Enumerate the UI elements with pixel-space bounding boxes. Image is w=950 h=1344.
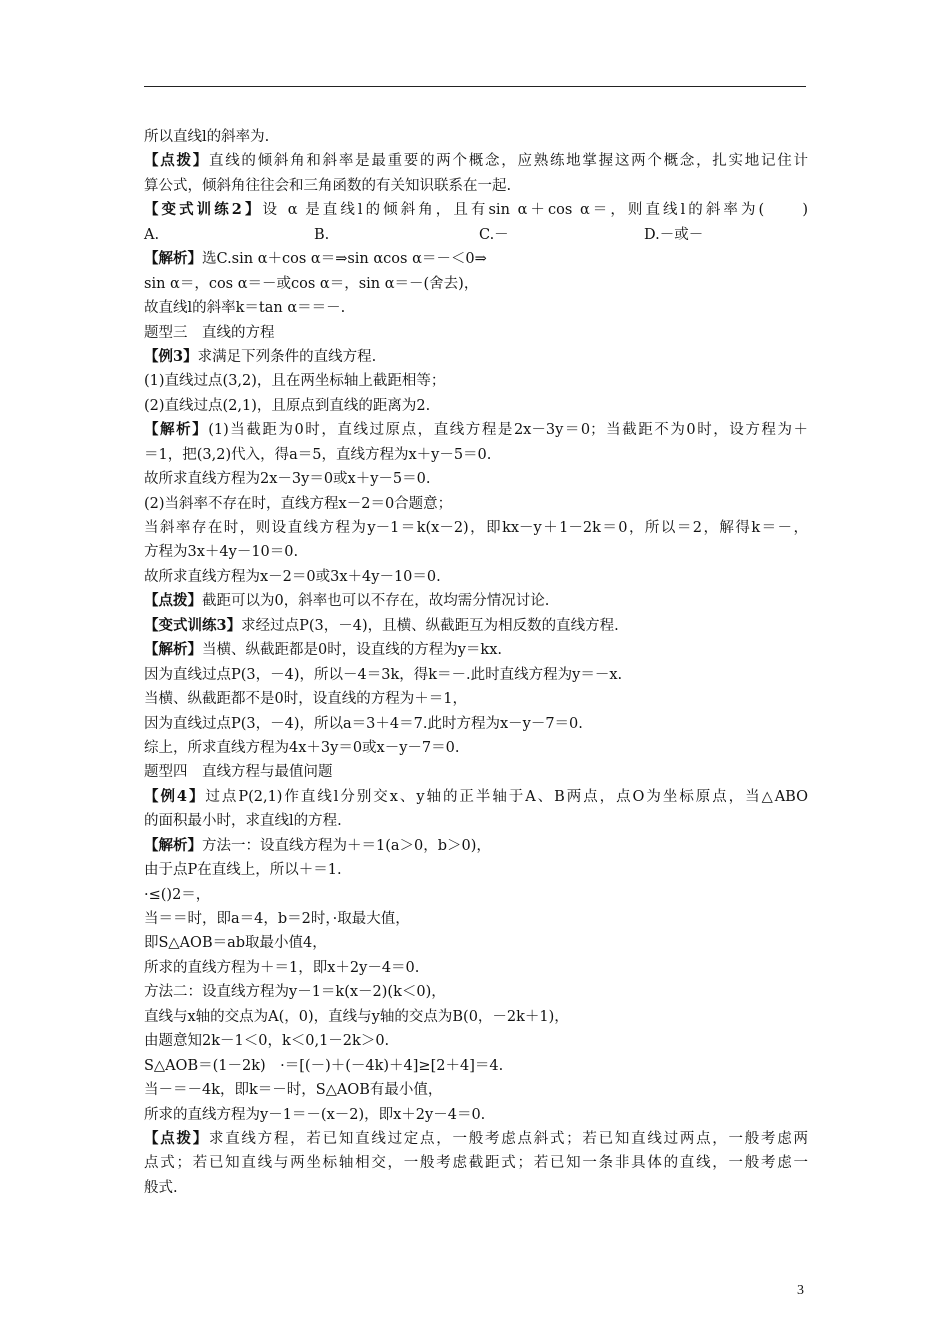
text-line: 由题意知2k－1＜0，k＜0,1－2k＞0. (144, 1033, 390, 1050)
label-tag: 【变式训练3】 (144, 616, 242, 634)
section-heading: 题型三 直线的方程 (144, 324, 275, 341)
page-number: 3 (797, 1283, 804, 1298)
page-content (144, 125, 808, 1200)
text-line: S△AOB＝(1－2k) ·＝[(－)＋(－4k)＋4]≥[2＋4]＝4. (144, 1057, 504, 1074)
text-line: 方法二：设直线方程为y－1＝k(x－2)(k＜0)， (144, 984, 446, 1001)
text-line: 【变式训练2】设 α 是直线l的倾斜角，且有sin α＋cos α＝，则直线l的斜率为( ) (144, 201, 809, 219)
option-b: B. (314, 226, 330, 243)
text-line: 即S△AOB＝ab取最小值4， (144, 935, 327, 952)
text-line: 【解析】选C.sin α＋cos α＝⇒sin αcos α＝－＜0⇒ (144, 250, 487, 268)
label-tag: 【解析】 (144, 421, 209, 439)
text-line: 因为直线过点P(3，－4)，所以a＝3＋4＝7.此时方程为x－y－7＝0. (144, 715, 583, 732)
text-line: 的面积最小时，求直线l的方程. (144, 813, 342, 830)
text-line: 【解析】当横、纵截距都是0时，设直线的方程为y＝kx. (144, 641, 502, 659)
label-tag: 【解析】 (144, 250, 202, 268)
text-line: 【解析】(1)当截距为0时，直线过原点，直线方程是2x－3y＝0；当截距不为0时，设方程为＋ (144, 421, 808, 439)
text-line: (2)当斜率不存在时，直线方程x－2＝0合题意； (144, 495, 453, 512)
text-line: 算公式，倾斜角往往会和三角函数的有关知识联系在一起. (144, 177, 512, 194)
answer-options (144, 223, 808, 247)
text-line: 【点拨】直线的倾斜角和斜率是最重要的两个概念，应熟练地掌握这两个概念，扎实地记住计 (144, 152, 808, 170)
text-line: 【变式训练3】求经过点P(3，－4)，且横、纵截距互为相反数的直线方程. (144, 616, 619, 634)
text-line: 由于点P在直线上，所以＋＝1. (144, 862, 342, 879)
option-c: C.－ (479, 226, 509, 243)
text-line: ·≤()2＝， (144, 886, 211, 903)
text-line: 故所求直线方程为x－2＝0或3x＋4y－10＝0. (144, 568, 441, 585)
option-a: A. (144, 226, 160, 243)
label-tag: 【例4】 (144, 787, 206, 805)
text-line: 直线与x轴的交点为A(，0)，直线与y轴的交点为B(0，－2k＋1)， (144, 1008, 569, 1025)
text-line: 当＝＝时，即a＝4，b＝2时，·取最大值， (144, 911, 410, 927)
label-tag: 【解析】 (144, 836, 202, 854)
label-tag: 【点拨】 (144, 592, 202, 610)
label-tag: 【点拨】 (144, 1129, 209, 1147)
label-tag: 【变式训练2】 (144, 201, 263, 219)
text-line: 当－＝－4k，即k＝－时，S△AOB有最小值， (144, 1082, 443, 1099)
text-line: 故直线l的斜率k＝tan α＝＝－. (144, 300, 346, 317)
text-line: 综上，所求直线方程为4x＋3y＝0或x－y－7＝0. (144, 739, 460, 756)
header-rule (144, 86, 806, 87)
text-line: 方程为3x＋4y－10＝0. (144, 544, 299, 561)
label-tag: 【例3】 (144, 347, 198, 365)
text-line: 所求的直线方程为y－1＝－(x－2)，即x＋2y－4＝0. (144, 1106, 486, 1123)
text-line: 所以直线l的斜率为. (144, 129, 270, 145)
text-line: 因为直线过点P(3，－4)，所以－4＝3k，得k＝－.此时直线方程为y＝－x. (144, 666, 623, 683)
text-line: 【例3】求满足下列条件的直线方程. (144, 347, 377, 365)
text-line: 【点拨】截距可以为0，斜率也可以不存在，故均需分情况讨论. (144, 592, 550, 610)
option-d: D.－或－ (644, 226, 704, 243)
text-line: 所求的直线方程为＋＝1，即x＋2y－4＝0. (144, 959, 420, 976)
section-heading: 题型四 直线方程与最值问题 (144, 764, 333, 781)
text-line: 【例4】过点P(2,1)作直线l分别交x、y轴的正半轴于A、B两点，点O为坐标原点，当△ABO (144, 787, 808, 805)
label-tag: 【点拨】 (144, 152, 209, 170)
text-line: 当横、纵截距都不是0时，设直线的方程为＋＝1， (144, 691, 467, 708)
text-line: 般式. (144, 1179, 178, 1196)
text-line: 【解析】方法一：设直线方程为＋＝1(a＞0，b＞0)， (144, 836, 491, 854)
text-line: 【点拨】求直线方程，若已知直线过定点，一般考虑点斜式；若已知直线过两点，一般考虑两 (144, 1129, 808, 1147)
text-line: (1)直线过点(3,2)，且在两坐标轴上截距相等； (144, 373, 446, 390)
text-line: 当斜率存在时，则设直线方程为y－1＝k(x－2)，即kx－y＋1－2k＝0，所以＝2，解得k＝－， (144, 520, 808, 536)
text-line: ＝1，把(3,2)代入，得a＝5，直线方程为x＋y－5＝0. (144, 446, 492, 463)
text-line: 点式；若已知直线与两坐标轴相交，一般考虑截距式；若已知一条非具体的直线，一般考虑一 (144, 1155, 808, 1172)
text-line: 故所求直线方程为2x－3y＝0或x＋y－5＝0. (144, 471, 431, 488)
label-tag: 【解析】 (144, 641, 202, 659)
text-line: (2)直线过点(2,1)，且原点到直线的距离为2. (144, 397, 431, 414)
text-line: sin α＝，cos α＝－或cos α＝，sin α＝－(舍去)， (144, 275, 479, 292)
